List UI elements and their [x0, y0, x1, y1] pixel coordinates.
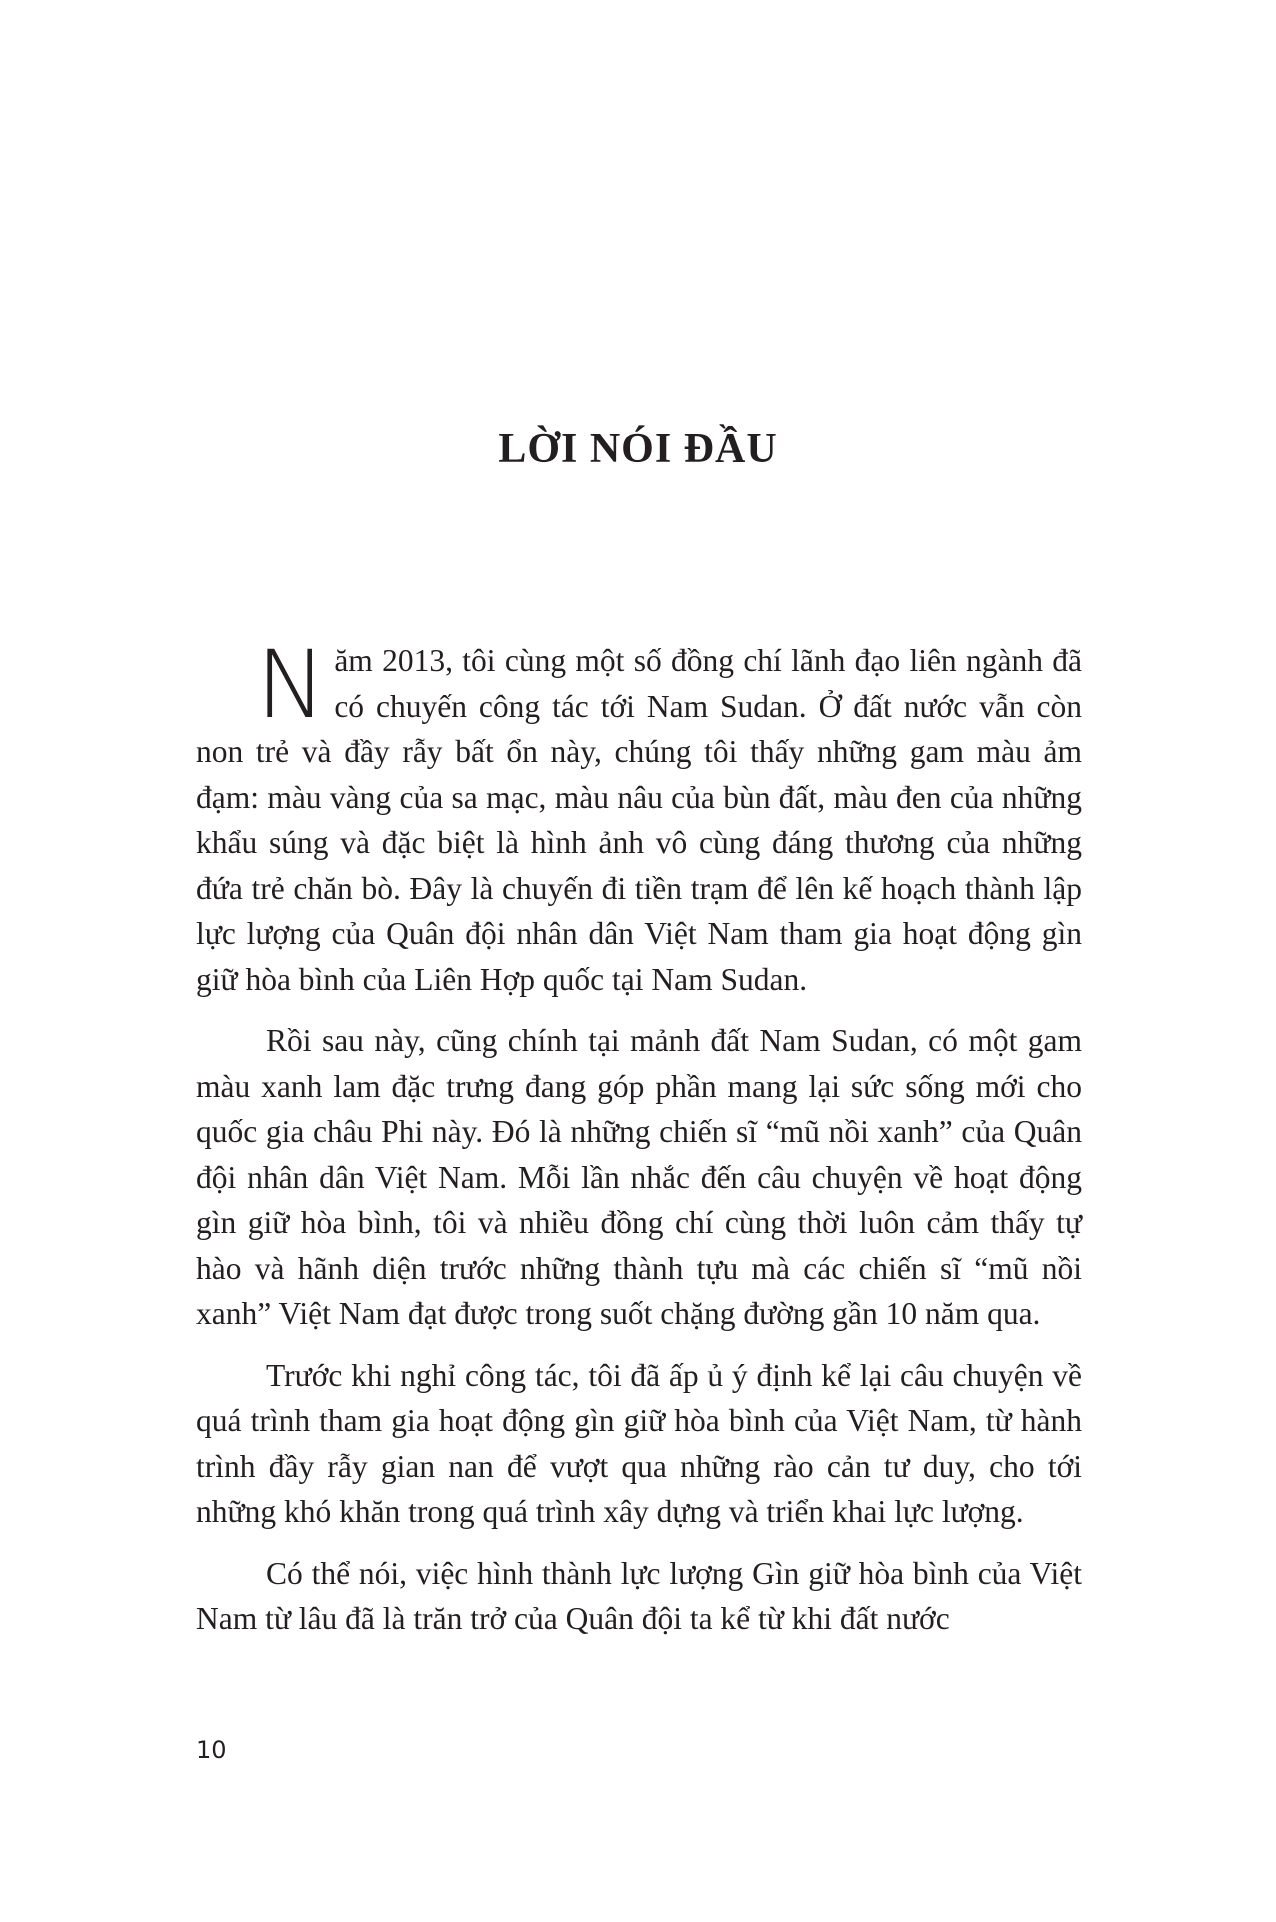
paragraph-3: Trước khi nghỉ công tác, tôi đã ấp ủ ý định kể lại câu chuyện về quá trình tham gia hoạt động gìn giữ hòa bình của Việt Nam, từ hành trình đầy rẫy gian nan để vượt qua những rào cản tư duy, cho tới những khó khăn trong quá trình xây dựng và triển khai lực lượng. [196, 1357, 1082, 1529]
paragraph-4: Có thể nói, việc hình thành lực lượng Gìn giữ hòa bình của Việt Nam từ lâu đã là trăn trở của Quân đội ta kể từ khi đất nước [196, 1555, 1082, 1636]
paragraph-1 [196, 631, 1082, 1002]
drop-cap: N [256, 631, 327, 740]
page-title: LỜI NÓI ĐẦU [498, 426, 778, 472]
paragraph-2: Rồi sau này, cũng chính tại mảnh đất Nam Sudan, có một gam màu xanh lam đặc trưng đang góp phần mang lại sức sống mới cho quốc gia châu Phi này. Đó là những chiến sĩ “mũ nồi xanh” của Quân đội nhân dân Việt Nam. Mỗi lần nhắc đến câu chuyện về hoạt động gìn giữ hòa bình, tôi và nhiều đồng chí cùng thời luôn cảm thấy tự hào và hãnh diện trước những thành tựu mà các chiến sĩ “mũ nồi xanh” Việt Nam đạt được trong suốt chặng đường gần 10 năm qua. [196, 1023, 1082, 1331]
paragraph-1-text: ăm 2013, tôi cùng một số đồng chí lãnh đạo liên ngành đã có chuyến công tác tới Nam Sudan. Ở đất nước vẫn còn non trẻ và đầy rẫy bất ổn này, chúng tôi thấy những gam màu ảm đạm: màu vàng của sa mạc, màu nâu của bùn đất, màu đen của những khẩu súng và đặc biệt là hình ảnh vô cùng đáng thương của những đứa trẻ chăn bò. Đây là chuyến đi tiền trạm để lên kế hoạch thành lập lực lượng của Quân đội nhân dân Việt Nam tham gia hoạt động gìn giữ hòa bình của Liên Hợp quốc tại Nam Sudan. [196, 643, 1082, 997]
body-text [196, 631, 1082, 1658]
page-number: 10 [196, 1736, 227, 1764]
